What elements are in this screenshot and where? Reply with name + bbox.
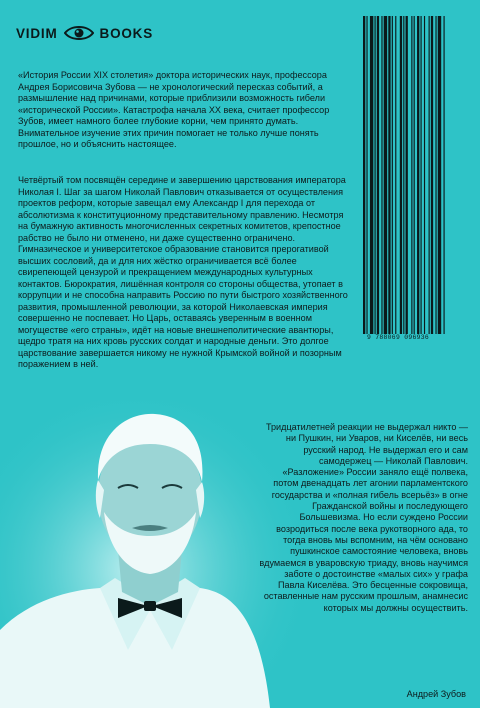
volume-description: Четвёртый том посвящён середине и завершению царствования императора Николая I. Шаг за шагом Николай Павлович отказывается от осуществления проектов реформ, которые завещал ему Александр I для перехода от абсолютизма к конституционному представительному правлению. Несмотря на бумажную активность многочисленных секретных комитетов, крепостное рабство не было ни отменено, ни даже существенно ограничено. Гимназическое и университетское образование становится прерогативой высших сословий, да и для них жёстко ограничивается всё более свирепеющей цензурой и прекращением международных культурных контактов. Бюрократия, лишённая контроля со стороны общества, утопает в коррупции и не способна направить Россию по пути быстрого хозяйственного развития, промышленной революции, за которой Николаевская империя совершенно не поспевает. Но Царь, оставаясь уверенным в военном могуществе «его страны», идёт на новые внешнеполитические авантюры, щедро тратя на них кровь русских солдат и народные деньги. Это долгое царствование завершается никому не нужной Крымской войной и позорным поражением в ней.: [18, 175, 348, 369]
barcode-bar: [431, 16, 433, 334]
barcode-bar: [424, 16, 425, 334]
barcode-bar: [370, 16, 373, 334]
barcode-bar: [435, 16, 436, 334]
quote-author: Андрей Зубов: [406, 689, 466, 699]
barcode-bar: [411, 16, 412, 334]
isbn-number: 9 788069 096936: [367, 334, 430, 341]
publisher-logo: [16, 22, 153, 44]
barcode-bar: [417, 16, 419, 334]
barcode-bar: [375, 16, 376, 334]
barcode-bar: [384, 16, 387, 334]
barcode-bar: [381, 16, 382, 334]
barcode-bar: [388, 16, 390, 334]
barcode-bar: [438, 16, 441, 334]
barcode-bar: [403, 16, 404, 334]
eye-icon: [64, 24, 94, 42]
barcode-bar: [395, 16, 396, 334]
barcode-bar: [392, 16, 393, 334]
publisher-logo-left: VIDIM: [16, 25, 58, 41]
barcode-bar: [444, 16, 445, 334]
barcode-bar: [363, 16, 365, 334]
barcode: [363, 16, 467, 334]
publisher-logo-right: BOOKS: [99, 25, 154, 41]
barcode-bar: [377, 16, 379, 334]
author-portrait: [0, 400, 300, 708]
barcode-bar: [406, 16, 408, 334]
barcode-bar: [421, 16, 422, 334]
barcode-bar: [366, 16, 367, 334]
barcode-bar: [400, 16, 402, 334]
author-quote: Тридцатилетней реакции не выдержал никто — ни Пушкин, ни Уваров, ни Киселёв, ни весь русский народ. Не выдержал его и сам самодержец — Николай Павлович. «Разложение» России заняло ещё полвека, потом двенадцать лет агонии парламентского государства и «полная гибель всерьёз» в огне Гражданской войны и последующего Большевизма. Но если суждено России возродиться после века рукотворного ада, то тогда вновь мы вспомним, на чём основано пушкинское самостояние человека, вновь вдумаемся в уваровскую триаду, вновь научимся заботе о достоинстве «малых сих» у графа Павла Киселёва. Это бесценные сокровища, оставленные нам русским прошлым, анамнесис которых мы должны осуществить.: [259, 422, 468, 613]
intro-paragraph: «История России XIX столетия» доктора исторических наук, профессора Андрея Борисовича Зубова — не хронологический пересказ событий, а размышление над причинами, которые приблизили возможность гибели «исторической России». Катастрофа начала XX века, считает профессор Зубов, имеет намного более глубокие корни, чем принято думать. Внимательное изучение этих причин помогает не только лучше понять прошлое, но и объяснить настоящее.: [18, 70, 330, 149]
barcode-bar: [429, 16, 430, 334]
barcode-bar: [414, 16, 415, 334]
